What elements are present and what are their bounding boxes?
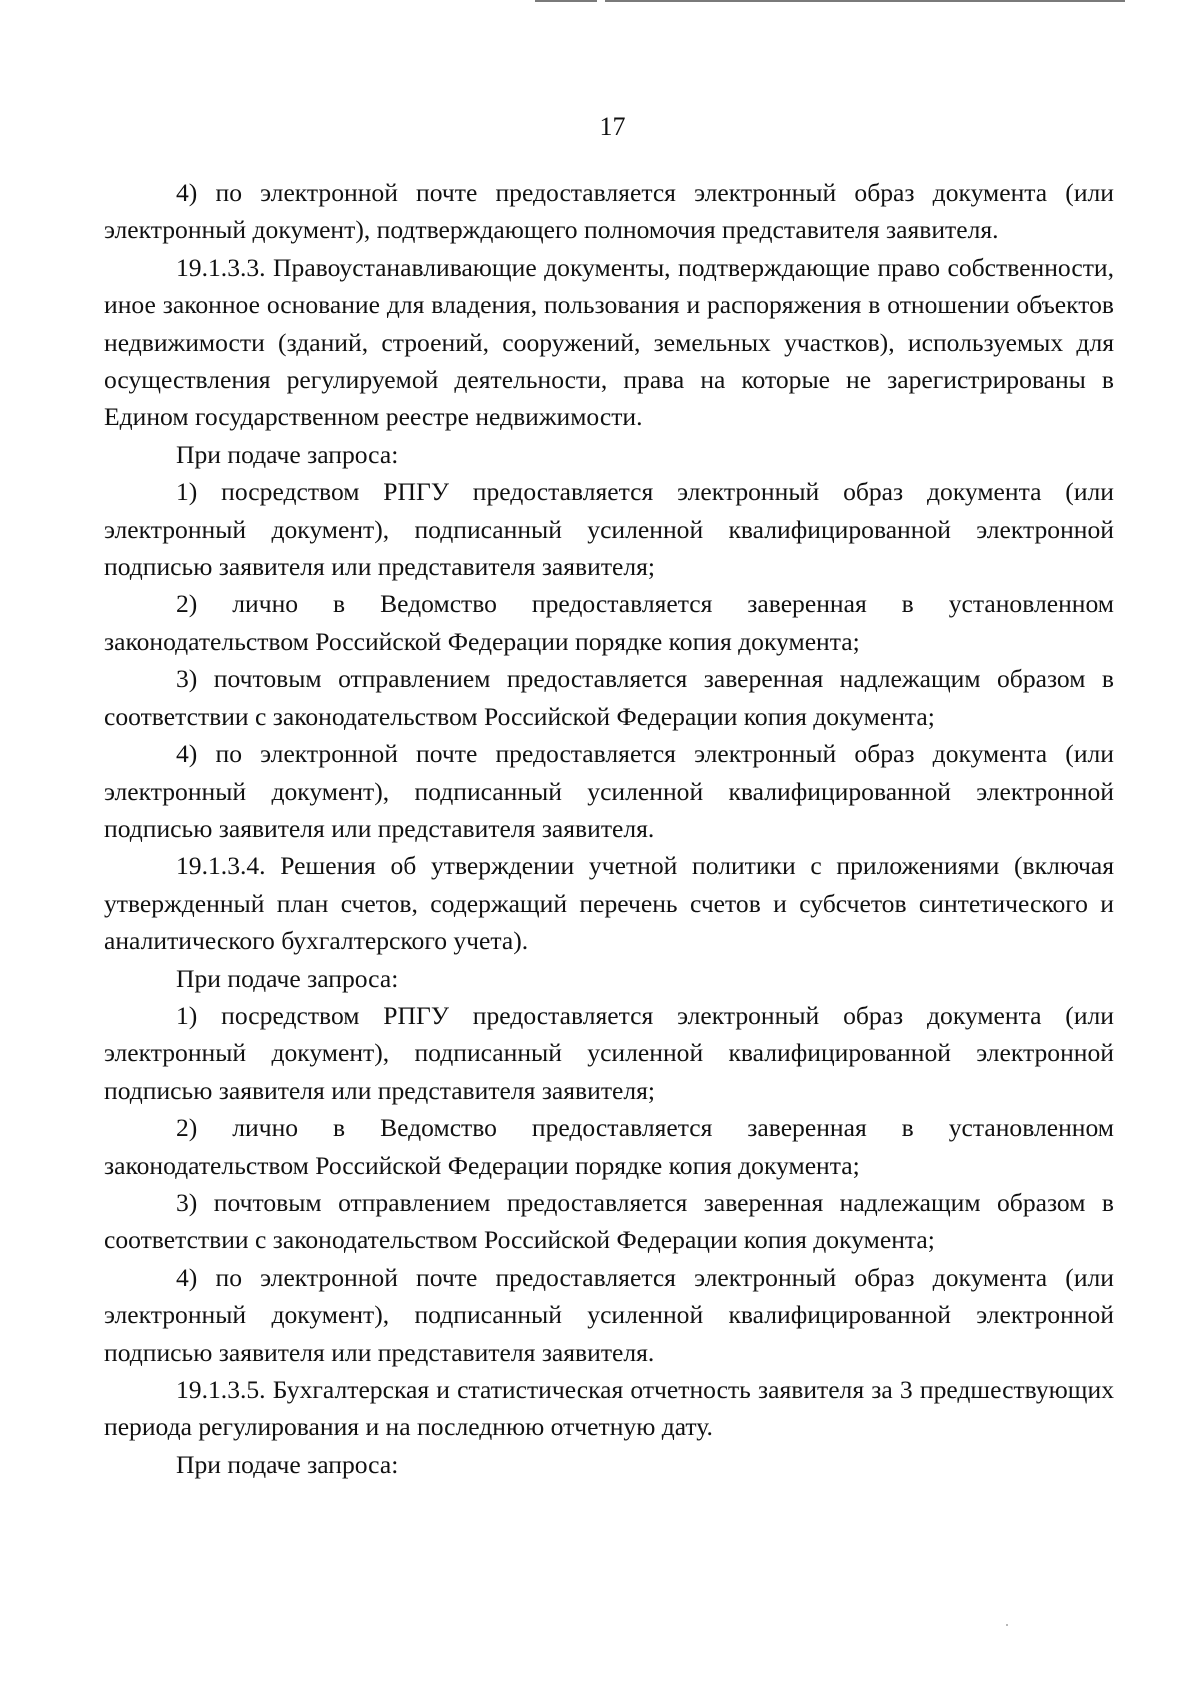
request-submission-lead: При подаче запроса:	[176, 963, 399, 993]
document-body	[104, 174, 1114, 1483]
list-item-postal: 3) почтовым отправлением предоставляется заверенная надлежащим образом в соответствии с законодательством Российской Федерации копия документа;	[104, 1187, 1114, 1255]
list-item-email-copy: 4) по электронной почте предоставляется электронный образ документа (или электронный документ), подтверждающего полномочия представителя заявителя.	[104, 178, 1114, 245]
list-item-rpgu: 1) посредством РПГУ предоставляется электронный образ документа (или электронный документ), подписанный усиленной квалифицированной электронной подписью заявителя или представителя заявителя;	[104, 1000, 1114, 1105]
list-item-postal: 3) почтовым отправлением предоставляется заверенная надлежащим образом в соответствии с законодательством Российской Федерации копия документа;	[104, 664, 1114, 731]
page-number: 17	[599, 112, 626, 141]
section-19-1-3-4-heading: 19.1.3.4. Решения об утверждении учетной политики с приложениями (включая утвержденный план счетов, содержащий перечень счетов и субсчетов синтетического и аналитического бухгалтерского учета).	[104, 851, 1114, 956]
list-item-email: 4) по электронной почте предоставляется электронный образ документа (или электронный документ), подписанный усиленной квалифицированной электронной подписью заявителя или представителя заявителя.	[104, 739, 1114, 843]
list-item-email: 4) по электронной почте предоставляется электронный образ документа (или электронный документ), подписанный усиленной квалифицированной электронной подписью заявителя или представителя заявителя.	[104, 1262, 1114, 1367]
section-19-1-3-3-heading: 19.1.3.3. Правоустанавливающие документы, подтверждающие право собственности, иное законное основание для владения, пользования и распоряжения в отношении объектов недвижимости (зданий, строений, сооружений, земельных участков), используемых для осуществления регулируемой деятельности, права на которые не зарегистрированы в Едином государственном реестре недвижимости.	[104, 252, 1114, 432]
list-item-in-person: 2) лично в Ведомство предоставляется заверенная в установленном законодательством Российской Федерации порядке копия документа;	[104, 1113, 1114, 1180]
scan-speck	[1006, 1624, 1008, 1626]
list-item-rpgu: 1) посредством РПГУ предоставляется электронный образ документа (или электронный документ), подписанный усиленной квалифицированной электронной подписью заявителя или представителя заявителя;	[104, 477, 1114, 582]
request-submission-lead: При подаче запроса:	[176, 439, 399, 469]
section-19-1-3-5-heading: 19.1.3.5. Бухгалтерская и статистическая отчетность заявителя за 3 предшествующих периода регулирования и на последнюю отчетную дату.	[104, 1375, 1114, 1442]
list-item-in-person: 2) лично в Ведомство предоставляется заверенная в установленном законодательством Российской Федерации порядке копия документа;	[104, 589, 1114, 656]
scan-top-edge-mark	[535, 0, 597, 2]
scan-top-edge-mark	[605, 0, 1125, 2]
request-submission-lead: При подаче запроса:	[176, 1449, 399, 1479]
